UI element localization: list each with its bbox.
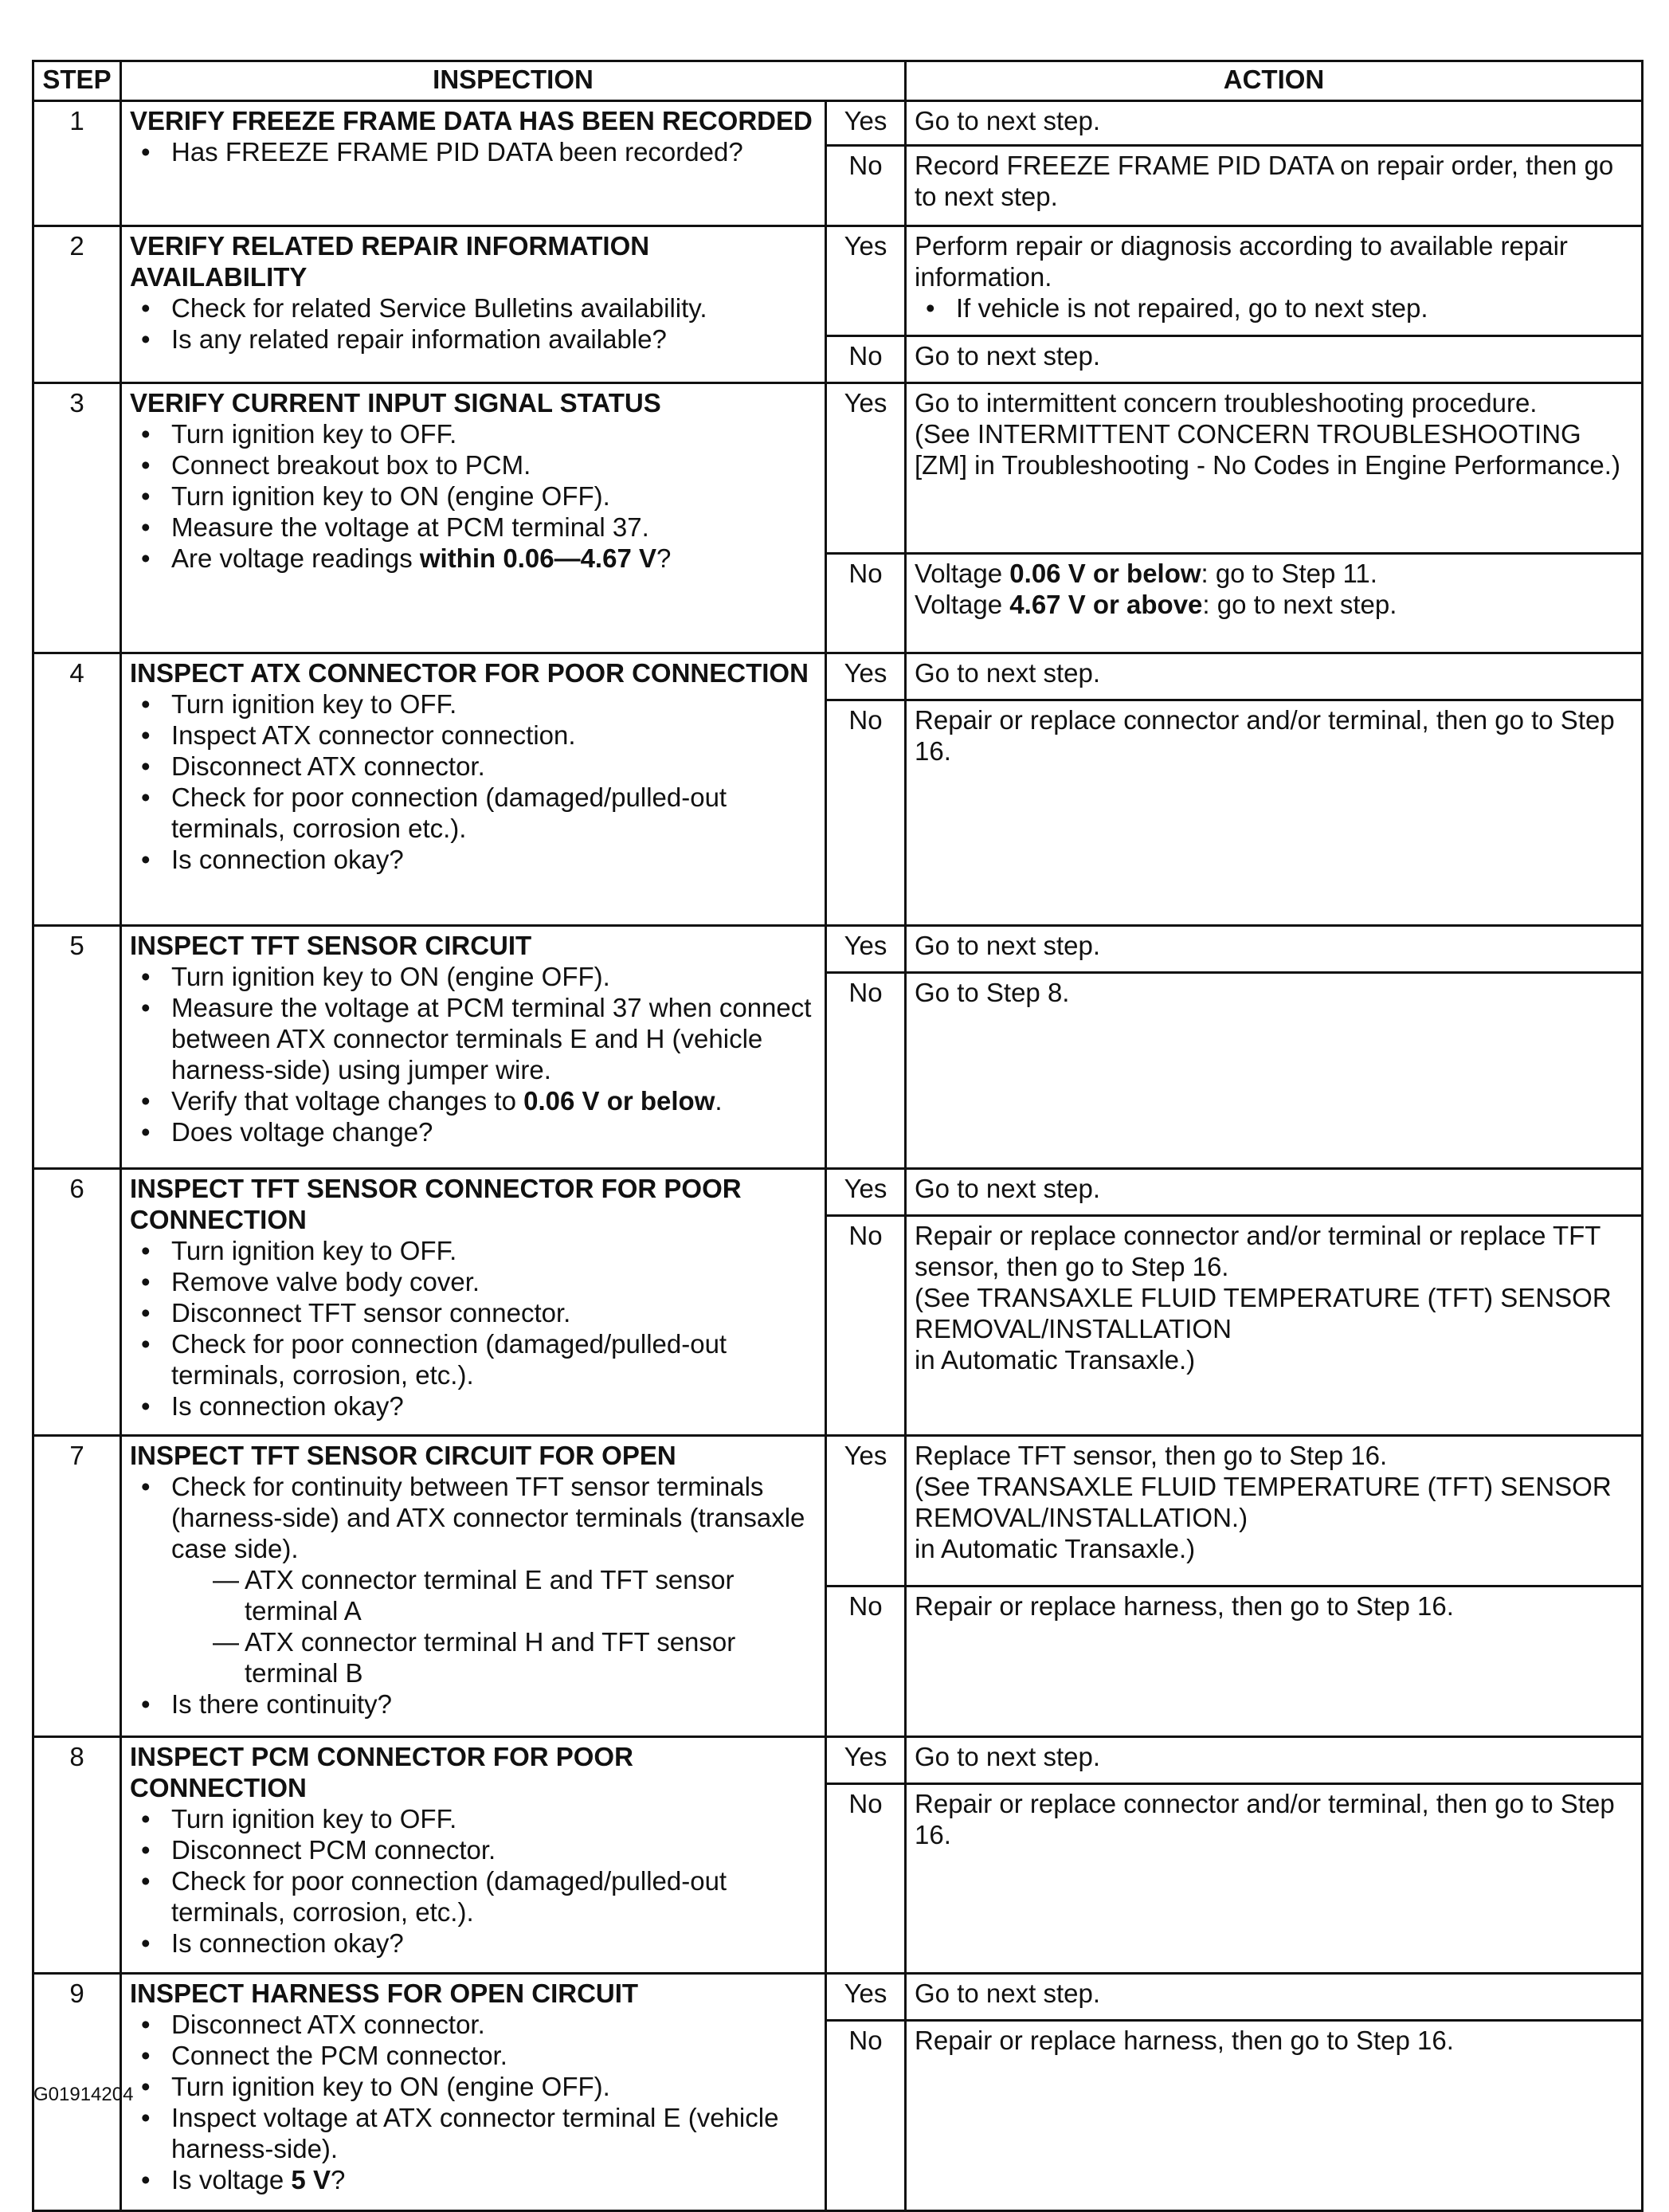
text-segment: Disconnect ATX connector. xyxy=(171,751,485,781)
list-item xyxy=(130,1928,817,1959)
text-segment: Is any related repair information available? xyxy=(171,324,667,354)
text-segment: Go to next step. xyxy=(915,658,1100,688)
action-line xyxy=(915,1788,1633,1850)
text-segment: Is there continuity? xyxy=(171,1689,392,1719)
inspection-title: VERIFY RELATED REPAIR INFORMATION AVAILABILITY xyxy=(130,231,650,292)
text-segment: Replace TFT sensor, then go to Step 16. xyxy=(915,1441,1388,1470)
text-segment: (See TRANSAXLE FLUID TEMPERATURE (TFT) SENSOR REMOVAL/INSTALLATION.) xyxy=(915,1472,1612,1532)
inspection-title: INSPECT ATX CONNECTOR FOR POOR CONNECTION xyxy=(130,658,809,688)
emphasis-text: 0.06 V or below xyxy=(523,1086,715,1116)
diagnostic-table xyxy=(32,60,1644,2212)
inspection-cell xyxy=(121,1737,826,1974)
action-line xyxy=(915,387,1633,418)
step-number: 2 xyxy=(33,226,121,383)
text-segment: Are voltage readings xyxy=(171,543,420,573)
inspection-list xyxy=(130,418,817,574)
text-segment: Check for continuity between TFT sensor terminals (harness-side) and ATX connector terminals (transaxle case side). xyxy=(171,1472,805,1563)
text-segment: ? xyxy=(330,2165,346,2194)
list-item xyxy=(130,1328,817,1390)
step-row xyxy=(33,1169,1643,1216)
text-segment: . xyxy=(715,1086,723,1116)
action-line xyxy=(915,657,1633,688)
answer-label: Yes xyxy=(826,101,906,146)
text-segment: Measure the voltage at PCM terminal 37. xyxy=(171,512,649,542)
text-segment: Turn ignition key to OFF. xyxy=(171,1236,457,1265)
list-item xyxy=(130,324,817,355)
action-line xyxy=(915,2025,1633,2056)
action-cell xyxy=(906,1974,1643,2021)
list-item xyxy=(130,961,817,992)
step-number: 7 xyxy=(33,1436,121,1737)
text-segment: Go to next step. xyxy=(915,1174,1100,1203)
step-row xyxy=(33,1436,1643,1586)
list-item xyxy=(130,1116,817,1147)
answer-label: Yes xyxy=(826,383,906,554)
list-item xyxy=(130,2071,817,2102)
text-segment: Go to next step. xyxy=(915,931,1100,960)
action-line xyxy=(915,1344,1633,1375)
inspection-title: VERIFY CURRENT INPUT SIGNAL STATUS xyxy=(130,388,661,418)
text-segment: Check for poor connection (damaged/pulled-out terminals, corrosion etc.). xyxy=(171,782,727,843)
step-row xyxy=(33,1737,1643,1784)
inspection-list xyxy=(130,136,817,167)
inspection-title: INSPECT TFT SENSOR CIRCUIT xyxy=(130,931,532,960)
action-cell xyxy=(906,1436,1643,1586)
inspection-title: VERIFY FREEZE FRAME DATA HAS BEEN RECORDED xyxy=(130,106,813,135)
answer-label: No xyxy=(826,1784,906,1974)
text-segment: : go to Step 11. xyxy=(1201,559,1377,588)
action-line xyxy=(915,1741,1633,1772)
text-segment: Repair or replace connector and/or terminal, then go to Step 16. xyxy=(915,1789,1615,1849)
text-segment: Go to next step. xyxy=(915,341,1100,371)
text-segment: If vehicle is not repaired, go to next step. xyxy=(956,293,1428,323)
sub-list-item: — ATX connector terminal H and TFT sensor terminal B xyxy=(171,1626,817,1688)
text-segment: Inspect voltage at ATX connector terminal E (vehicle harness-side). xyxy=(171,2103,779,2163)
inspection-list xyxy=(130,688,817,875)
header-action: ACTION xyxy=(906,61,1643,101)
text-segment: Connect the PCM connector. xyxy=(171,2041,507,2070)
action-cell xyxy=(906,653,1643,700)
inspection-title: INSPECT TFT SENSOR CIRCUIT FOR OPEN xyxy=(130,1441,676,1470)
list-item xyxy=(130,1803,817,1834)
emphasis-text: 5 V xyxy=(291,2165,331,2194)
answer-label: Yes xyxy=(826,1737,906,1784)
list-item xyxy=(130,844,817,875)
action-cell xyxy=(906,973,1643,1169)
text-segment: Check for poor connection (damaged/pulled-out terminals, corrosion, etc.). xyxy=(171,1329,727,1390)
text-segment: Check for poor connection (damaged/pulled-out terminals, corrosion, etc.). xyxy=(171,1866,727,1927)
list-item xyxy=(130,136,817,167)
action-cell xyxy=(906,1586,1643,1737)
step-row xyxy=(33,226,1643,336)
action-line xyxy=(915,558,1633,589)
action-cell xyxy=(906,700,1643,926)
action-line xyxy=(915,105,1633,136)
header-inspection: INSPECTION xyxy=(121,61,906,101)
action-cell xyxy=(906,2021,1643,2211)
text-segment: Repair or replace connector and/or terminal or replace TFT sensor, then go to Step 16. xyxy=(915,1221,1600,1281)
action-cell xyxy=(906,554,1643,653)
step-number: 5 xyxy=(33,926,121,1169)
action-cell xyxy=(906,1737,1643,1784)
text-segment: Record FREEZE FRAME PID DATA on repair order, then go to next step. xyxy=(915,151,1614,211)
answer-label: No xyxy=(826,554,906,653)
inspection-list xyxy=(130,1803,817,1959)
list-item xyxy=(130,1688,817,1720)
header-row xyxy=(33,61,1643,101)
action-line xyxy=(915,704,1633,767)
emphasis-text: 0.06 V or below xyxy=(1009,559,1201,588)
step-row xyxy=(33,653,1643,700)
text-segment: Turn ignition key to OFF. xyxy=(171,1804,457,1834)
text-segment: Disconnect PCM connector. xyxy=(171,1835,496,1865)
text-segment: Turn ignition key to OFF. xyxy=(171,419,457,449)
action-cell xyxy=(906,926,1643,973)
step-row xyxy=(33,101,1643,146)
list-item xyxy=(130,720,817,751)
text-segment: Go to Step 8. xyxy=(915,978,1070,1007)
answer-label: Yes xyxy=(826,1974,906,2021)
text-segment: Go to next step. xyxy=(915,1742,1100,1771)
text-segment: Repair or replace connector and/or terminal, then go to Step 16. xyxy=(915,705,1615,766)
action-cell xyxy=(906,1784,1643,1974)
action-cell xyxy=(906,101,1643,146)
text-segment: Does voltage change? xyxy=(171,1117,433,1147)
inspection-title: INSPECT HARNESS FOR OPEN CIRCUIT xyxy=(130,1979,639,2008)
text-segment: Perform repair or diagnosis according to available repair information. xyxy=(915,231,1568,292)
action-line xyxy=(915,977,1633,1008)
text-segment: (See TRANSAXLE FLUID TEMPERATURE (TFT) SENSOR REMOVAL/INSTALLATION xyxy=(915,1283,1612,1343)
list-item xyxy=(130,992,817,1085)
text-segment: : go to next step. xyxy=(1202,590,1397,619)
text-segment: Is connection okay? xyxy=(171,1928,404,1958)
text-segment: in Automatic Transaxle.) xyxy=(915,1345,1196,1375)
inspection-cell xyxy=(121,383,826,653)
answer-label: No xyxy=(826,973,906,1169)
action-line xyxy=(915,340,1633,371)
text-segment: Turn ignition key to ON (engine OFF). xyxy=(171,481,610,511)
action-line xyxy=(915,1440,1633,1471)
inspection-list xyxy=(130,1235,817,1422)
inspection-list xyxy=(130,961,817,1147)
action-line xyxy=(915,418,1633,480)
list-item xyxy=(130,2040,817,2071)
inspection-title: INSPECT TFT SENSOR CONNECTOR FOR POOR CONNECTION xyxy=(130,1174,742,1234)
answer-label: No xyxy=(826,1216,906,1436)
list-item xyxy=(130,2102,817,2164)
step-number: 9 xyxy=(33,1974,121,2211)
answer-label: No xyxy=(826,1586,906,1737)
list-item xyxy=(130,688,817,720)
text-segment: Is connection okay? xyxy=(171,845,404,874)
action-cell xyxy=(906,146,1643,226)
list-item xyxy=(130,1834,817,1865)
answer-label: Yes xyxy=(826,1436,906,1586)
action-line xyxy=(915,1471,1633,1533)
inspection-cell xyxy=(121,101,826,226)
action-line xyxy=(915,1282,1633,1344)
list-item xyxy=(130,1471,817,1688)
action-line xyxy=(915,1978,1633,2009)
text-segment: Disconnect TFT sensor connector. xyxy=(171,1298,571,1328)
step-row xyxy=(33,383,1643,554)
answer-label: Yes xyxy=(826,926,906,973)
inspection-title: INSPECT PCM CONNECTOR FOR POOR CONNECTION xyxy=(130,1742,633,1802)
emphasis-text: 4.67 V or above xyxy=(1009,590,1203,619)
inspection-list xyxy=(130,1471,817,1720)
text-segment: Go to next step. xyxy=(915,106,1100,135)
inspection-cell xyxy=(121,926,826,1169)
text-segment: Has FREEZE FRAME PID DATA been recorded? xyxy=(171,137,743,167)
list-item xyxy=(915,292,1633,324)
action-cell xyxy=(906,383,1643,554)
text-segment: in Automatic Transaxle.) xyxy=(915,1534,1196,1563)
action-list xyxy=(915,292,1633,324)
list-item xyxy=(130,1085,817,1116)
step-row xyxy=(33,926,1643,973)
text-segment: Is connection okay? xyxy=(171,1391,404,1421)
action-cell xyxy=(906,1169,1643,1216)
text-segment: Measure the voltage at PCM terminal 37 when connect between ATX connector terminals E and H (vehicle harness-side) using jumper wire. xyxy=(171,993,812,1084)
answer-label: Yes xyxy=(826,226,906,336)
list-item xyxy=(130,2009,817,2040)
inspection-cell xyxy=(121,653,826,926)
list-item xyxy=(130,2164,817,2195)
text-segment: Turn ignition key to ON (engine OFF). xyxy=(171,2072,610,2101)
list-item xyxy=(130,1865,817,1928)
text-segment: Inspect ATX connector connection. xyxy=(171,720,576,750)
action-line xyxy=(915,1173,1633,1204)
list-item xyxy=(130,751,817,782)
emphasis-text: within 0.06—4.67 V xyxy=(419,543,656,573)
text-segment: Go to next step. xyxy=(915,1979,1100,2008)
text-segment: Verify that voltage changes to xyxy=(171,1086,524,1116)
action-line xyxy=(915,589,1633,620)
sub-list-item: — ATX connector terminal E and TFT sensor terminal A xyxy=(171,1564,817,1626)
answer-label: No xyxy=(826,336,906,383)
list-item xyxy=(130,292,817,324)
text-segment: ? xyxy=(656,543,672,573)
inspection-cell xyxy=(121,1169,826,1436)
text-segment: Voltage xyxy=(915,559,1010,588)
text-segment: Repair or replace harness, then go to Step 16. xyxy=(915,1591,1454,1621)
action-line xyxy=(915,930,1633,961)
step-number: 3 xyxy=(33,383,121,653)
text-segment: Go to intermittent concern troubleshooting procedure. xyxy=(915,388,1538,418)
step-number: 1 xyxy=(33,101,121,226)
text-segment: Turn ignition key to OFF. xyxy=(171,689,457,719)
answer-label: No xyxy=(826,700,906,926)
answer-label: Yes xyxy=(826,653,906,700)
list-item xyxy=(130,1297,817,1328)
sub-list xyxy=(171,1564,817,1688)
text-segment: Is voltage xyxy=(171,2165,292,2194)
list-item xyxy=(130,543,817,574)
text-segment: Turn ignition key to ON (engine OFF). xyxy=(171,962,610,991)
action-line xyxy=(915,230,1633,292)
text-segment: Check for related Service Bulletins availability. xyxy=(171,293,707,323)
action-cell xyxy=(906,336,1643,383)
list-item xyxy=(130,1235,817,1266)
list-item xyxy=(130,782,817,844)
step-row xyxy=(33,1974,1643,2021)
action-line xyxy=(915,1220,1633,1282)
list-item xyxy=(130,1390,817,1422)
step-number: 6 xyxy=(33,1169,121,1436)
step-number: 8 xyxy=(33,1737,121,1974)
list-item xyxy=(130,449,817,480)
inspection-list xyxy=(130,292,817,355)
action-line xyxy=(915,150,1633,212)
answer-label: No xyxy=(826,2021,906,2211)
answer-label: Yes xyxy=(826,1169,906,1216)
text-segment: (See INTERMITTENT CONCERN TROUBLESHOOTING [ZM] in Troubleshooting - No Codes in Engine Performance.) xyxy=(915,419,1620,480)
inspection-cell xyxy=(121,1974,826,2211)
inspection-list xyxy=(130,2009,817,2195)
figure-id: G01914204 xyxy=(33,2084,134,2105)
text-segment: Voltage xyxy=(915,590,1010,619)
text-segment: Remove valve body cover. xyxy=(171,1267,480,1296)
action-line xyxy=(915,1533,1633,1564)
action-cell xyxy=(906,226,1643,336)
table-body xyxy=(33,101,1643,2211)
list-item xyxy=(130,512,817,543)
action-line xyxy=(915,1590,1633,1622)
list-item xyxy=(130,480,817,512)
action-cell xyxy=(906,1216,1643,1436)
text-segment: Disconnect ATX connector. xyxy=(171,2010,485,2039)
text-segment: Repair or replace harness, then go to Step 16. xyxy=(915,2026,1454,2055)
answer-label: No xyxy=(826,146,906,226)
list-item xyxy=(130,418,817,449)
step-number: 4 xyxy=(33,653,121,926)
text-segment: Connect breakout box to PCM. xyxy=(171,450,531,480)
header-step: STEP xyxy=(33,61,121,101)
list-item xyxy=(130,1266,817,1297)
inspection-cell xyxy=(121,1436,826,1737)
inspection-cell xyxy=(121,226,826,383)
